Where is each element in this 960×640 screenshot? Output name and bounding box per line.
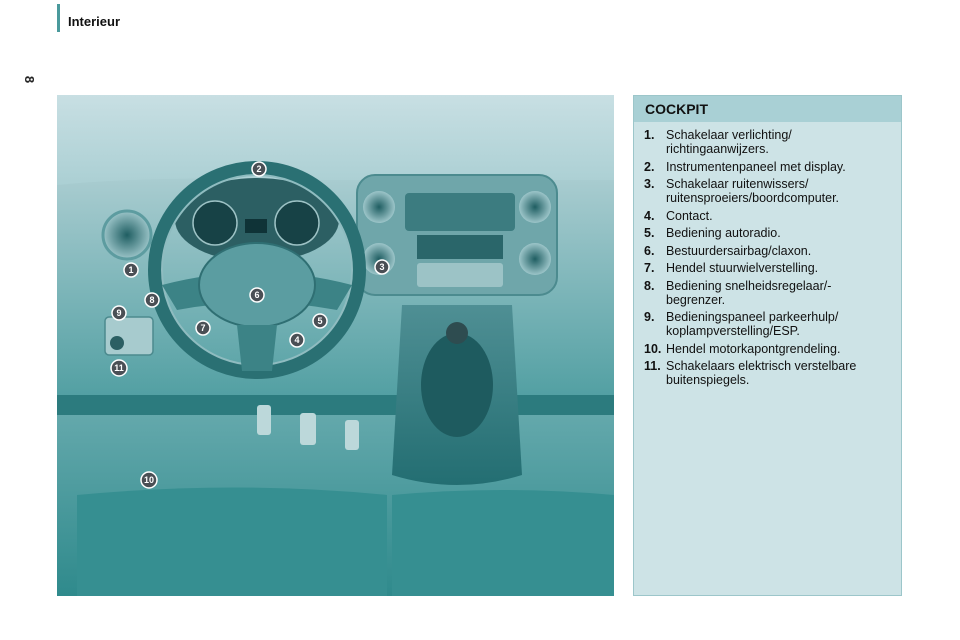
callout-label: 8 — [149, 295, 155, 305]
seat-right — [392, 490, 614, 596]
pedal-left — [257, 405, 271, 435]
mirror-knob — [110, 336, 124, 350]
pedal-right — [345, 420, 359, 450]
item-number: 7. — [644, 261, 655, 275]
item-text: Bestuurdersairbag/claxon. — [666, 243, 812, 258]
callout-4 — [290, 333, 304, 347]
callout-label: 2 — [256, 164, 262, 174]
item-text: Schakelaars elektrisch verstelbare buitenspiegels. — [666, 359, 857, 387]
callout-2 — [252, 162, 266, 176]
callout-6 — [250, 288, 264, 302]
callout-label: 3 — [379, 262, 385, 272]
item-number: 10. — [644, 341, 662, 356]
steering-lower-spoke — [237, 325, 277, 371]
callout-8 — [145, 293, 159, 307]
callout-9 — [112, 306, 126, 320]
gear-boot — [421, 333, 493, 437]
callout-11 — [111, 360, 127, 376]
panel-title: COCKPIT — [634, 96, 901, 122]
section-title: Interieur — [68, 14, 121, 29]
cockpit-item — [644, 261, 891, 275]
callout-label: 9 — [116, 308, 122, 318]
radio-unit — [405, 193, 515, 231]
speedometer — [193, 201, 237, 245]
callout-label: 1 — [128, 265, 134, 275]
callout-label: 11 — [114, 363, 124, 373]
callout-label: 5 — [317, 316, 323, 326]
gear-knob — [446, 322, 468, 344]
left-vent — [103, 211, 151, 259]
cockpit-item — [644, 279, 891, 307]
callout-label: 6 — [254, 290, 260, 300]
item-number: 3. — [644, 177, 655, 191]
item-number: 1. — [644, 128, 655, 142]
cockpit-item — [644, 359, 891, 387]
callout-3 — [375, 260, 389, 274]
cockpit-drawing — [57, 95, 614, 596]
item-text: Schakelaar ruitenwissers/ ruitensproeiers/boordcomputer. — [666, 177, 840, 205]
item-number: 6. — [644, 243, 655, 258]
item-number: 8. — [644, 278, 655, 293]
item-text: Hendel motorkapontgrendeling. — [666, 341, 841, 356]
item-number: 2. — [644, 159, 655, 174]
switch-panel — [105, 317, 153, 355]
seat-left — [77, 488, 387, 597]
item-text: Bediening snelheidsregelaar/- begrenzer. — [666, 278, 832, 307]
cockpit-item — [644, 310, 891, 338]
item-number: 11. — [644, 359, 661, 373]
item-text: Schakelaar verlichting/ richtingaanwijzers. — [666, 128, 792, 156]
cockpit-item — [644, 226, 891, 240]
cockpit-item — [644, 244, 891, 258]
item-text: Bediening autoradio. — [666, 226, 781, 240]
header-accent-bar — [57, 4, 60, 32]
callout-label: 7 — [200, 323, 206, 333]
callout-label: 4 — [294, 335, 300, 345]
display-slot — [417, 235, 503, 259]
airbag-hub — [199, 243, 315, 327]
item-text: Bedieningspaneel parkeerhulp/ koplampverstelling/ESP. — [666, 310, 839, 338]
tachometer — [275, 201, 319, 245]
cockpit-item — [644, 160, 891, 174]
item-number: 4. — [644, 208, 655, 223]
pedal-center — [300, 413, 316, 445]
item-number: 5. — [644, 226, 655, 240]
center-vent-left-top — [363, 191, 395, 223]
center-vent-right-top — [519, 191, 551, 223]
cockpit-item — [644, 128, 891, 156]
cockpit-item — [644, 177, 891, 205]
cockpit-illustration — [57, 95, 614, 596]
item-text: Contact. — [666, 208, 713, 223]
page-number: 8 — [22, 75, 38, 84]
callout-5 — [313, 314, 327, 328]
climate-panel — [417, 263, 503, 287]
cockpit-item — [644, 209, 891, 223]
callout-7 — [196, 321, 210, 335]
cluster-display — [245, 219, 267, 233]
callout-label: 10 — [143, 475, 155, 485]
lower-dash — [57, 395, 614, 415]
item-text: Instrumentenpaneel met display. — [666, 159, 846, 174]
item-number: 9. — [644, 310, 655, 324]
callout-1 — [124, 263, 138, 277]
center-vent-right-bottom — [519, 243, 551, 275]
cockpit-panel — [633, 95, 902, 596]
callout-10 — [141, 472, 157, 488]
item-text: Hendel stuurwielverstelling. — [666, 261, 819, 275]
panel-list — [634, 128, 901, 387]
cockpit-item — [644, 342, 891, 356]
